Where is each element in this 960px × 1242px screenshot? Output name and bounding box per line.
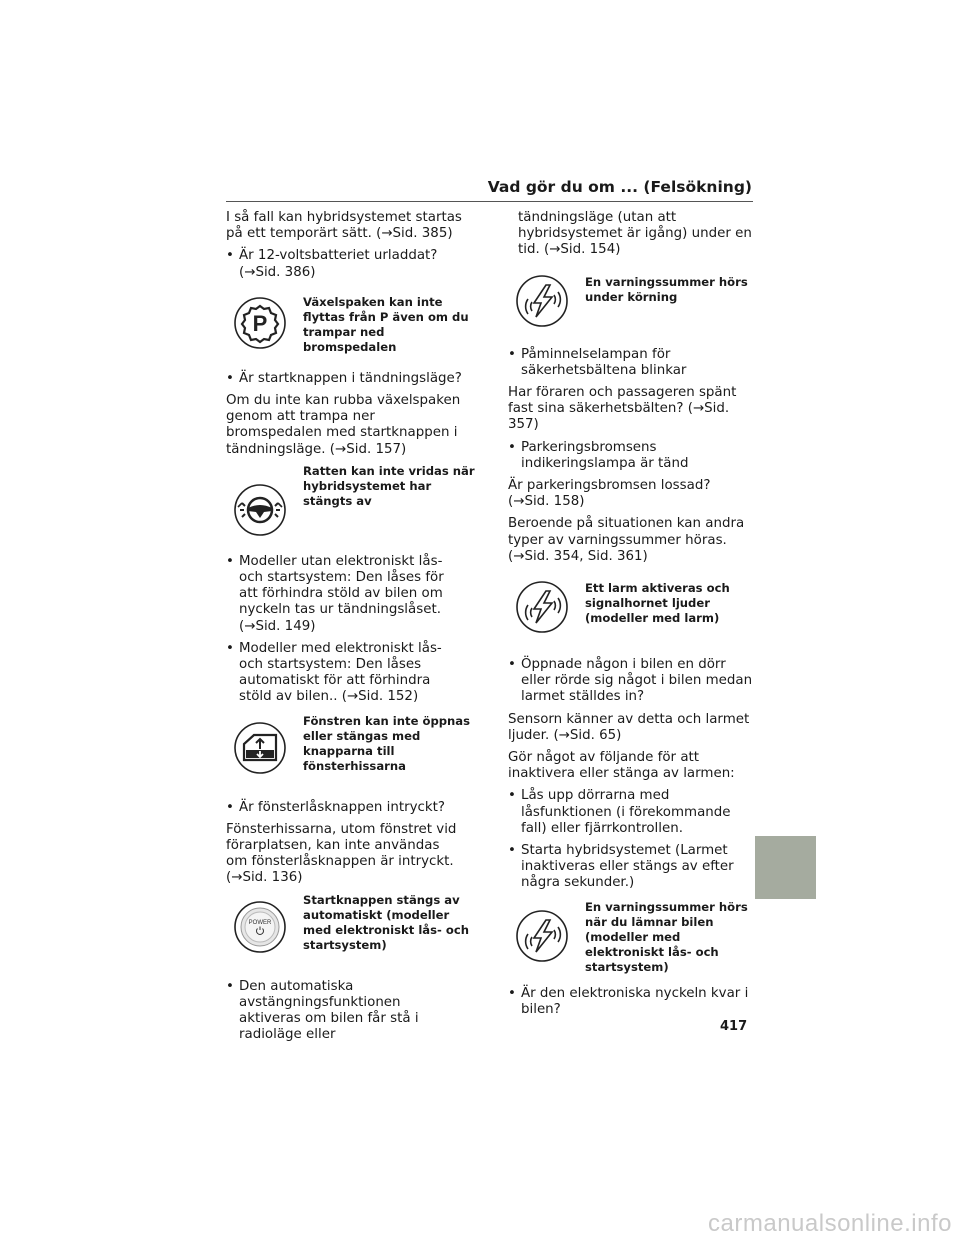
paragraph: Om du inte kan rubba växelspaken genom att trampa ner bromspedalen med startknappen i tändningsläge. (→Sid. 157) [226, 393, 461, 457]
bullet-item: • Lås upp dörrarna med låsfunktionen (i förekommande fall) eller fjärrkontrollen. [508, 788, 731, 836]
warning-block [508, 900, 754, 976]
bullet-item: • Är startknappen i tändningsläge? [226, 370, 462, 386]
bullet-item: • Påminnelselampan för säkerhetsbältena blinkar [508, 346, 687, 378]
steering-lock-icon [234, 484, 286, 536]
window-switch-icon [234, 722, 286, 774]
warning-block [226, 892, 469, 969]
paragraph: Sensorn känner av detta och larmet ljuder. (→Sid. 65) [508, 711, 750, 743]
svg-text:P: P [252, 310, 268, 336]
bullet-item: • Den automatiska avstängningsfunktionen aktiveras om bilen får stå i radioläge eller [226, 978, 419, 1043]
bullet-item: • Öppnade någon i bilen en dörr eller rörde sig något i bilen medan larmet ställdes in? [508, 657, 753, 705]
paragraph: Beroende på situationen kan andra typer av varningssummer höras. (→Sid. 354, Sid. 361) [508, 516, 745, 564]
warning-buzzer-icon [516, 910, 568, 962]
warning-title: Växelspaken kan inte flyttas från P även om du trampar ned bromspedalen [303, 294, 469, 354]
warning-title: Ett larm aktiveras och signalhornet ljuder (modeller med larm) [585, 581, 730, 626]
paragraph: I så fall kan hybridsystemet startas på ett temporärt sätt. (→Sid. 385) [226, 210, 462, 242]
warning-title: En varningssummer hörs under körning [585, 274, 748, 304]
paragraph: Har föraren och passageren spänt fast sina säkerhetsbälten? (→Sid. 357) [508, 385, 737, 433]
paragraph: Är parkeringsbromsen lossad? (→Sid. 158) [508, 478, 711, 510]
warning-title: En varningssummer hörs när du lämnar bilen (modeller med elektroniskt lås- och startsystem) [585, 899, 748, 974]
bullet-item: • Är fönsterlåsknappen intryckt? [226, 799, 445, 815]
bullet-item: • Modeller med elektroniskt lås- och startsystem: Den låses automatiskt för att förhindra stöld av bilen.. (→Sid. 152) [226, 640, 442, 705]
paragraph: Fönsterhissarna, utom fönstret vid förarplatsen, kan inte användas om fönsterlåsknappen är intryckt. (→Sid. 136) [226, 821, 457, 886]
warning-block [226, 289, 469, 361]
bullet-item: • Parkeringsbromsens indikeringslampa är tänd [508, 439, 689, 471]
warning-block [508, 267, 754, 337]
warning-block [226, 463, 475, 544]
paragraph: Gör något av följande för att inaktivera eller stänga av larmen: [508, 750, 735, 782]
bullet-item: • Modeller utan elektroniskt lås- och startsystem: Den låses för att förhindra stöld av bilen om nyckeln tas ur tändningslåset. (→Sid. 149) [226, 553, 444, 634]
power-button-icon [234, 901, 286, 953]
header-rule [226, 201, 753, 202]
power-label: POWER [248, 919, 272, 926]
warning-title: Ratten kan inte vridas när hybridsystemet har stängts av [303, 463, 475, 508]
page-number: 417 [720, 1019, 748, 1034]
paragraph-continued: tändningsläge (utan att hybridsystemet är igång) under en tid. (→Sid. 154) [518, 210, 752, 258]
bullet-item: • Starta hybridsystemet (Larmet inaktiveras eller stängs av efter några sekunder.) [508, 843, 734, 891]
warning-block [226, 713, 471, 790]
alarm-icon [516, 581, 568, 633]
warning-title: Startknappen stängs av automatiskt (modeller med elektroniskt lås- och startsystem) [303, 892, 469, 952]
warning-block [508, 573, 754, 647]
bullet-item: • Är den elektroniska nyckeln kvar i bilen? [508, 985, 749, 1017]
warning-buzzer-icon [516, 275, 568, 327]
warning-title: Fönstren kan inte öppnas eller stängas med knapparna till fönsterhissarna [303, 713, 471, 773]
left-column [226, 210, 475, 1049]
right-column [508, 210, 754, 1024]
watermark: carmanualsonline.info [708, 1210, 952, 1237]
section-header: Vad gör du om ... (Felsökning) [487, 178, 752, 196]
bullet-item: • Är 12-voltsbatteriet urladdat? (→Sid. 386) [226, 248, 438, 280]
shift-lock-p-icon [234, 297, 286, 349]
chapter-tab [755, 836, 816, 899]
